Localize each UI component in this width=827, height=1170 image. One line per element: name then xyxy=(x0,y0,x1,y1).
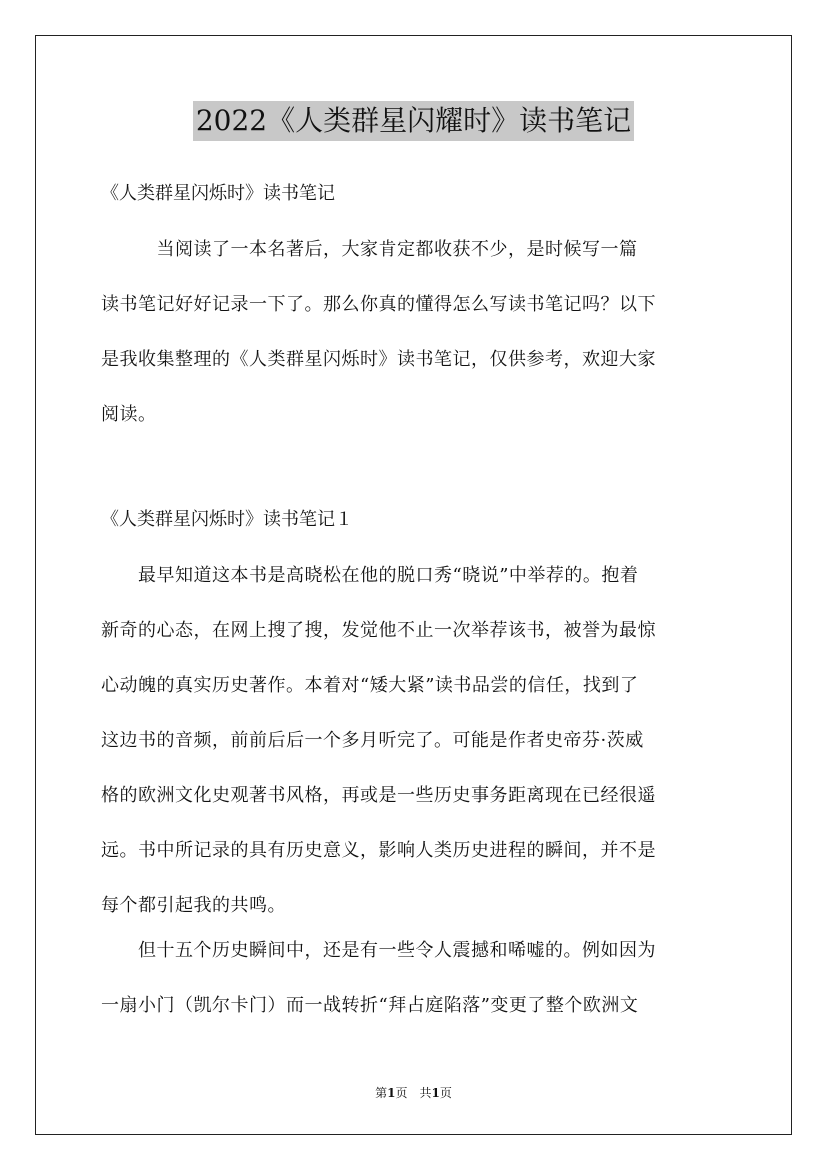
paragraph-line: 这边书的音频，前前后后一个多月听完了。可能是作者史帝芬·茨威 xyxy=(101,730,644,751)
paragraph-line: 但十五个历史瞬间中，还是有一些令人震撼和唏嘘的。例如因为 xyxy=(101,940,656,961)
paragraph-line: 一扇小门（凯尔卡门）而一战转折“拜占庭陷落”变更了整个欧洲文 xyxy=(101,995,639,1016)
paragraph-line: 心动魄的真实历史著作。本着对“矮大紧”读书品尝的信任，找到了 xyxy=(101,675,639,696)
section-heading: 《人类群星闪烁时》读书笔记１ xyxy=(101,509,353,530)
paragraph-line: 远。书中所记录的具有历史意义，影响人类历史进程的瞬间，并不是 xyxy=(101,840,656,861)
paragraph-line: 阅读。 xyxy=(101,404,157,425)
page-footer xyxy=(0,1084,827,1101)
document-subtitle: 《人类群星闪烁时》读书笔记 xyxy=(101,183,335,204)
paragraph-line: 是我收集整理的《人类群星闪烁时》读书笔记，仅供参考，欢迎大家 xyxy=(101,349,656,370)
document-title: 2022《人类群星闪耀时》读书笔记 xyxy=(193,101,634,141)
footer-page-number: 1 xyxy=(387,1086,396,1100)
footer-total-suffix: 页 xyxy=(439,1086,452,1100)
title-container xyxy=(0,101,827,141)
footer-total-pages: 1 xyxy=(431,1086,440,1100)
paragraph-line: 新奇的心态，在网上搜了搜，发觉他不止一次举荐该书，被誉为最惊 xyxy=(101,620,656,641)
paragraph-line: 每个都引起我的共鸣。 xyxy=(101,895,286,916)
paragraph-line: 当阅读了一本名著后，大家肯定都收获不少，是时候写一篇 xyxy=(101,239,638,260)
paragraph-line: 格的欧洲文化史观著书风格，再或是一些历史事务距离现在已经很遥 xyxy=(101,785,656,806)
footer-page-suffix: 页 共 xyxy=(395,1086,432,1100)
paragraph-line: 读书笔记好好记录一下了。那么你真的懂得怎么写读书笔记吗？以下 xyxy=(101,294,656,315)
body-paragraph-1 xyxy=(101,548,727,933)
footer-page-prefix: 第 xyxy=(375,1086,388,1100)
intro-paragraph xyxy=(101,222,727,442)
paragraph-line: 最早知道这本书是高晓松在他的脱口秀“晓说”中举荐的。抱着 xyxy=(101,565,639,586)
body-paragraph-2 xyxy=(101,923,727,1033)
